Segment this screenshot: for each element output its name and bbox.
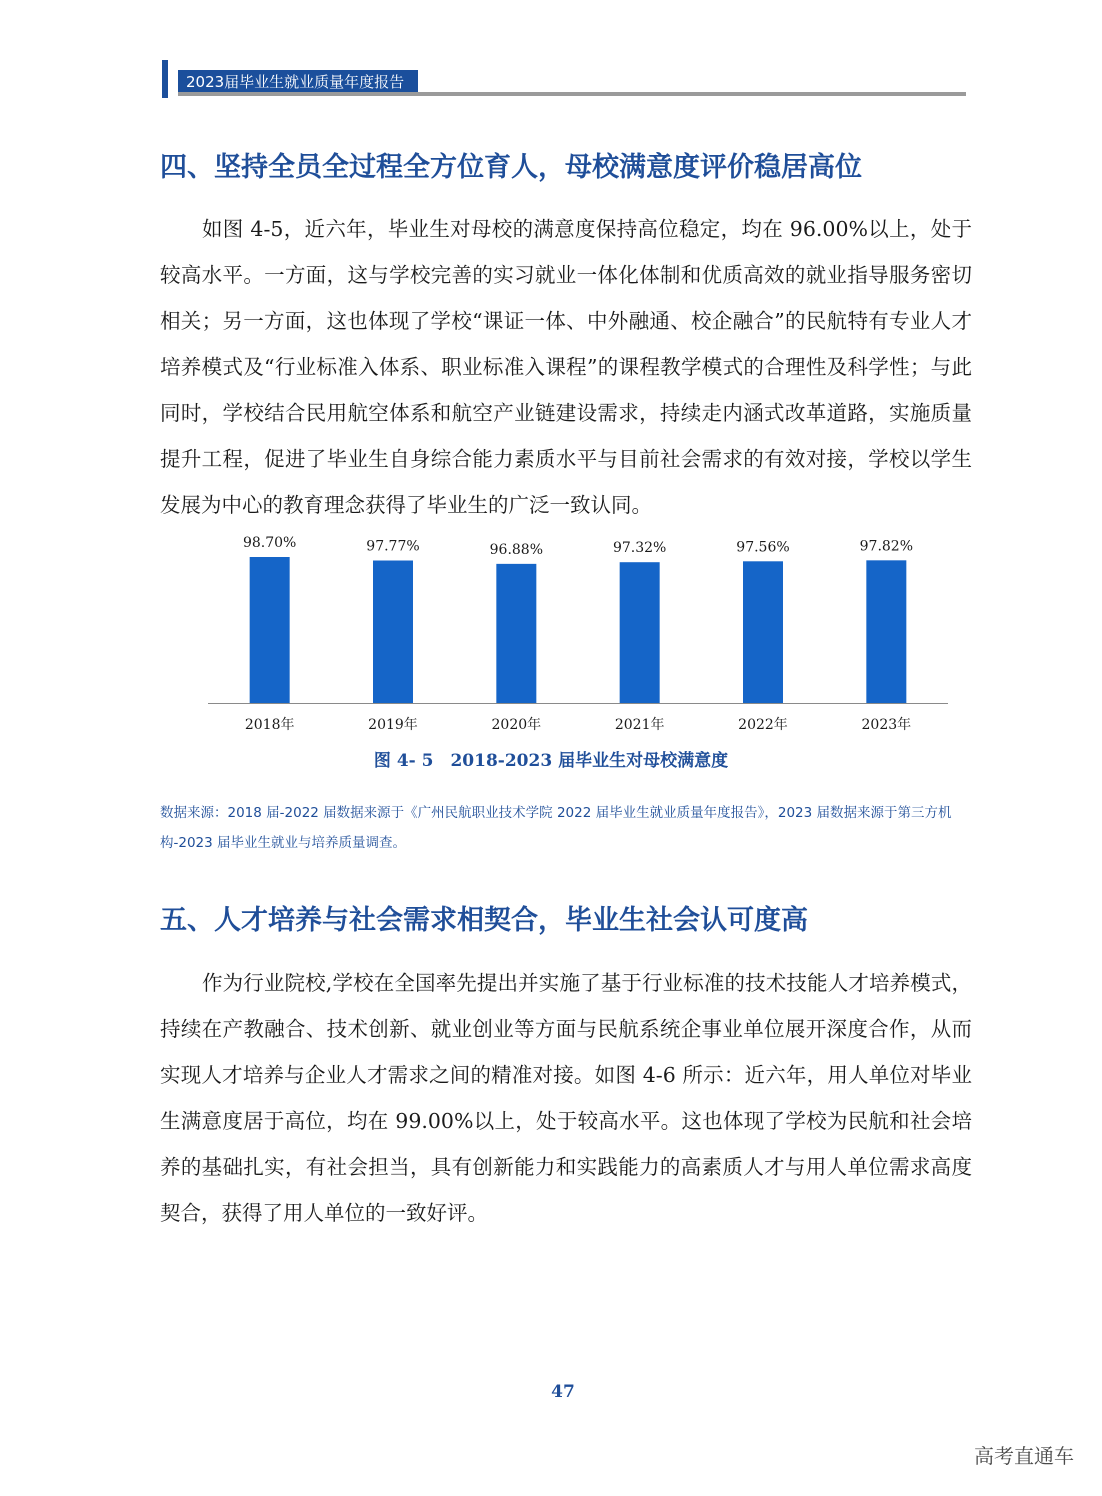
section-4-title: 四、坚持全员全过程全方位育人，母校满意度评价稳居高位: [160, 152, 862, 183]
page-number: 47: [551, 1382, 575, 1402]
bar-value-label-0: 98.70%: [242, 535, 297, 551]
header-accent-bar: [162, 60, 168, 98]
bar-5: [866, 560, 906, 703]
x-tick-label-0: 2018年: [244, 717, 295, 733]
bar-value-label-4: 97.56%: [736, 539, 790, 556]
bar-value-label-2: 96.88%: [489, 541, 544, 558]
x-tick-label-5: 2023年: [861, 717, 912, 733]
bar-1: [373, 561, 413, 703]
bar-value-label-3: 97.32%: [612, 540, 667, 557]
report-title-banner: 2023届毕业生就业质量年度报告: [178, 70, 418, 94]
watermark-text: 高考直通车: [974, 1444, 1074, 1468]
satisfaction-bar-chart: [200, 528, 960, 743]
x-tick-label-2: 2020年: [491, 717, 542, 733]
chart-canvas: [200, 528, 960, 743]
bar-4: [743, 561, 783, 703]
bar-0: [250, 557, 290, 703]
bar-2: [496, 564, 536, 703]
data-source-note: 数据来源：2018 届-2022 届数据来源于《广州民航职业技术学院 2022 届毕业生就业质量年度报告》，2023 届数据来源于第三方机构-2023 届毕业生就业与培养质量调查。: [160, 805, 952, 851]
bar-3: [620, 562, 660, 703]
figure-caption: 图 4- 5 2018-2023 届毕业生对母校满意度: [373, 751, 729, 771]
section-5-paragraph: 作为行业院校,学校在全国率先提出并实施了基于行业标准的技术技能人才培养模式，持续在产教融合、技术创新、就业创业等方面与民航系统企事业单位展开深度合作，从而实现人才培养与企业人才需求之间的精准对接。如图 4-6 所示：近六年，用人单位对毕业生满意度居于高位，均在 99.00%以上，处于较高水平。这也体现了学校为民航和社会培养的基础扎实，有社会担当，具有创新能力和实践能力的高素质人才与用人单位需求高度契合，获得了用人单位的一致好评。: [160, 971, 972, 1225]
x-tick-label-1: 2019年: [368, 717, 418, 733]
x-tick-label-4: 2022年: [738, 717, 788, 733]
bar-value-label-1: 97.77%: [366, 538, 420, 555]
section-4-paragraph: 如图 4-5，近六年，毕业生对母校的满意度保持高位稳定，均在 96.00%以上，处于较高水平。一方面，这与学校完善的实习就业一体化体制和优质高效的就业指导服务密切相关；另一方面，这也体现了学校“课证一体、中外融通、校企融合”的民航特有专业人才培养模式及“行业标准入体系、职业标准入课程”的课程教学模式的合理性及科学性；与此同时，学校结合民用航空体系和航空产业链建设需求，持续走内涵式改革道路，实施质量提升工程，促进了毕业生自身综合能力素质水平与目前社会需求的有效对接，学校以学生发展为中心的教育理念获得了毕业生的广泛一致认同。: [160, 217, 972, 517]
bar-value-label-5: 97.82%: [859, 538, 914, 555]
header-rule: [178, 92, 966, 96]
x-tick-label-3: 2021年: [614, 717, 665, 733]
section-5-title: 五、人才培养与社会需求相契合，毕业生社会认可度高: [160, 905, 808, 936]
